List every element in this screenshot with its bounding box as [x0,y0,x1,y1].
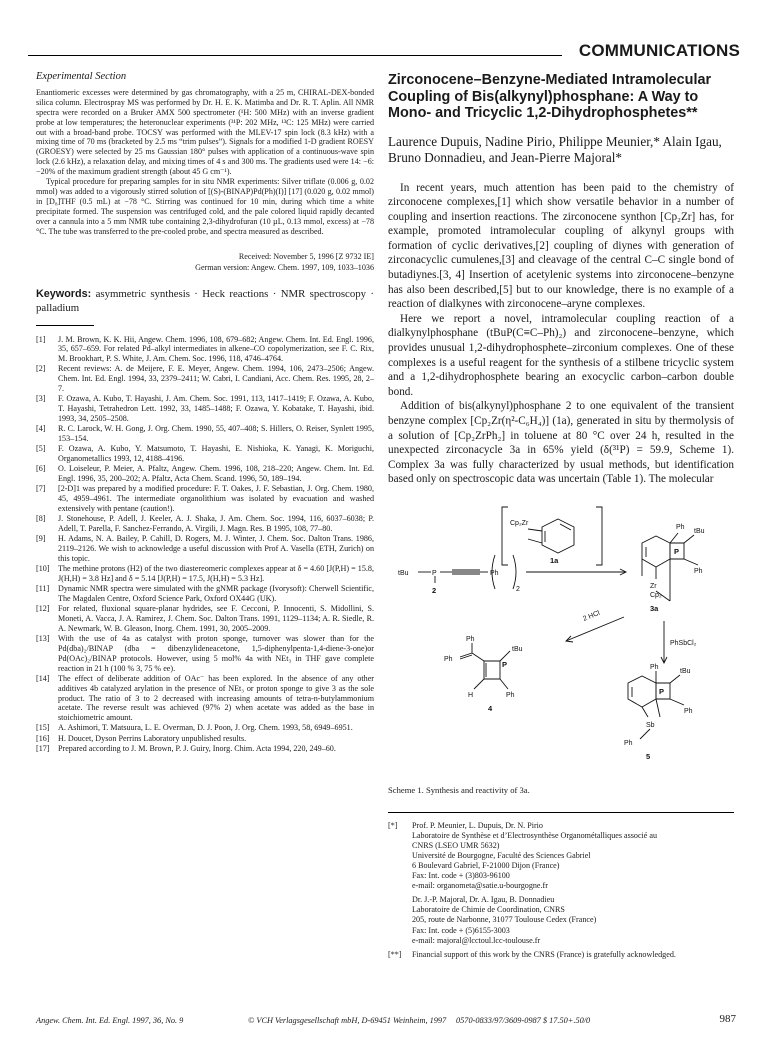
reference-list [36,335,374,754]
label-cp2zr: Cp₂Zr [510,519,529,527]
label-ph-5-bottom: Ph [624,739,633,747]
reference-item [36,444,374,464]
funding-text: Financial support of this work by the CNRS (France) is gratefully acknowledged. [412,949,676,959]
keywords [36,287,374,315]
author-affiliations [388,821,734,946]
affiliation-line: Fax: Int. code + (5)6155-3003 [412,925,510,935]
reference-item [36,634,374,674]
reference-item [36,464,374,484]
footer-publisher: © VCH Verlagsgesellschaft mbH, D-69451 Weinheim, 1997 [248,1016,447,1025]
label-ph-3a-right: Ph [694,567,703,575]
label-sb-5: Sb [646,721,655,729]
reference-item [36,723,374,733]
reference-item [36,335,374,365]
reference-number: [12] [36,604,50,614]
reference-text: The methine protons (H2) of the two diastereomeric complexes appear at δ = 4.60 [J(P,H) = 15.8, J(H,H) = 3.8 Hz] and δ = 5.14 [J(P,H) = 17.5, J(H,H) = 5.3 Hz]. [58,564,374,583]
reference-text: F. Ozawa, A. Kubo, T. Hayashi, J. Am. Chem. Soc. 1991, 113, 1417–1419; F. Ozawa, A. Kubo, T. Hayashi, Tetrahedron Lett. 1992, 33, 1485–1488; F. Ozawa, Y. Kobatake, T. Hayashi, ibid. 1993, 34, 2505–2508. [58,394,374,424]
funding-footnote [388,950,734,960]
reference-text: A. Ashimori, T. Matsuura, L. E. Overman, D. J. Poon, J. Org. Chem. 1993, 58, 6949–6951. [58,723,353,733]
scheme-1 [388,491,734,781]
keywords-text: asymmetric synthesis · Heck reactions · NMR spectroscopy · palladium [36,287,374,314]
references-rule [36,325,94,326]
label-tbu-5: tBu [680,667,691,675]
reference-text: H. Adams, N. A. Bailey, P. Cahill, D. Rogers, M. J. Winter, J. Chem. Soc. Dalton Trans. 1986, 2119–2126. We wish to acknowledge a useful discussion with Prof A. Vasella (ETH, Zurich) on this topic. [58,534,374,563]
reference-number: [14] [36,673,50,683]
reference-number: [11] [36,584,50,594]
keywords-label: Keywords: [36,287,92,300]
right-column [388,72,734,960]
reference-text: O. Loiseleur, P. Meier, A. Pfaltz, Angew. Chem. 1996, 108, 218–220; Angew. Chem. Int. Ed. Engl. 1996, 35, 200–202; A. Pfaltz, Acta Chem. Scand. 1996, 50, 189–194. [58,464,374,484]
body-paragraph-1: In recent years, much attention has been paid to the chemistry of zirconocene complexes,[1] which show versatile behavior in a number of coupling and insertion reactions. The zirconocene synthon [Cp₂Zr] has, for example, promoted intramolecular coupling of alkynyl groups with formation of cyclic derivatives,[2] coupling of diynes with generation of zirconacyclic cumulenes,[3] and cleavage of the central C–C single bond of butadiynes.[3, 4] Insertion of acetylenic systems into zirconocene–benzyne has also been described,[5] but to our knowledge, there is no example of a reaction of dialkynes with zirconocene–aryne complexes. [388,181,734,311]
label-p-5: P [659,686,665,696]
body-paragraph-3: Addition of bis(alkynyl)phosphane 2 to one equivalent of the transient benzyne complex [Cp₂Zr(η²-C₆H₄)] (1a), generated in situ by thermolysis of a solution of [Cp₂ZrPh₂] in toluene at 80 °C over 24 h, resulted in the unexpected zirconacycle 3a in 65% yield (δ(³¹P) = 59.9, Scheme 1). Complex 3a was fully characterized by usual methods, but identification based only on spectroscopic data was uncertain (Table 1). The molecular [388,400,734,486]
affiliation-line: Dr. J.-P. Majoral, Dr. A. Igau, B. Donnadieu [412,895,555,905]
label-reagent-hcl: 2 HCl [582,609,601,623]
label-h-4: H [468,691,474,699]
reference-text: Prepared according to J. M. Brown, P. J. Guiry, Inorg. Chim. Acta 1994, 220, 249–60. [58,743,336,753]
article-body [388,181,734,487]
label-ph-5-right: Ph [684,707,693,715]
label-ph-2: Ph [490,569,499,577]
reference-item [36,364,374,394]
footnote-mark-1: [*] [388,820,398,830]
reference-text: R. C. Larock, W. H. Gong, J. Org. Chem. 1990, 55, 407–408; S. Hillers, O. Reiser, Synlett 1995, 153–154. [58,424,374,444]
reference-item [36,744,374,754]
reference-number: [17] [36,743,50,753]
header-rule [28,55,562,56]
reference-number: [5] [36,444,46,454]
reference-number: [7] [36,484,46,494]
reference-text: For related, fluxional square-planar hydrides, see F. Cecconi, P. Innocenti, S. Midollini, S. Moneti, A. Vacca, J. A. Ramirez, J. Chem. Soc. Dalton Trans. 1991, 1129–1134; A. R. Siedle, R. A. Newmark, W. B. Gleason, Inorg. Chem. 1991, 30, 2005–2009. [58,604,374,633]
reference-text: J. Stonehouse, P. Adell, J. Keeler, A. J. Shaka, J. Am. Chem. Soc. 1994, 116, 6037–6038; P. Adell, T. Parella, F. Sanchez-Ferrando, A. Virgili, J. Magn. Res. B 1995, 108, 77–80. [58,514,374,534]
label-compound-1a: 1a [550,555,559,565]
label-ph-5-top: Ph [650,663,659,671]
label-compound-3a: 3a [650,603,659,613]
reference-text: H. Doucet, Dyson Perrins Laboratory unpublished results. [58,733,247,743]
received-line: Received: November 5, 1996 [Z 9732 IE] [238,251,374,261]
reference-number: [4] [36,424,46,434]
reference-item [36,484,374,514]
label-compound-4: 4 [488,703,493,713]
reference-item [36,534,374,564]
reference-number: [1] [36,334,46,344]
affiliation-line: e-mail: organometa@satie.u-bourgogne.fr [412,881,548,891]
reference-number: [16] [36,733,50,743]
affiliation-line: 205, route de Narbonne, 31077 Toulouse Cedex (France) [412,915,597,925]
reference-text: Recent reviews: A. de Meijere, F. E. Meyer, Angew. Chem. 1994, 106, 2473–2506; Angew. Chem. Int. Ed. Engl. 1994, 33, 2379–2411; W. Cabri, I. Candiani, Acc. Chem. Res. 1995, 28, 2–7. [58,364,374,394]
reference-item [36,564,374,584]
reference-number: [8] [36,514,46,524]
affiliation-line: e-mail: majoral@lcctoul.lcc-toulouse.fr [412,935,541,945]
affiliation-line: Fax: Int. code + (3)803-96100 [412,871,510,881]
label-cp2-3a: Cp₂ [650,591,662,599]
reference-item [36,674,374,724]
experimental-title: Experimental Section [36,71,127,82]
experimental-section [36,72,374,273]
left-column [36,72,374,754]
section-title: COMMUNICATIONS [578,41,740,60]
received-info [36,251,374,273]
affiliation-block-2 [412,895,734,945]
reference-number: [3] [36,394,46,404]
label-ph-4-left: Ph [444,655,453,663]
reference-number: [2] [36,364,46,374]
experimental-paragraph-1: Enantiomeric excesses were determined by gas chromatography, with a 25 m, CHIRAL-DEX-bonded silica column. Electrospray MS was performed by Dr. H. E. K. Matimba and Dr. R. T. Aplin. All NMR spectra were recorded on a Bruker AMX 500 spectrometer (¹H: 500 MHz) with an inverse gradient probe at low temperatures; the heteronuclear experiments (³¹P: 202 MHz, ¹³C: 125 MHz) were carried out with a broad-band probe. TOCSY was performed with the MLEV-17 spin lock (8.3 kHz) with a mixing time of 70 ms (bracketed by 2.5 ms “trim pulses”). Signals for a modified 1-D gradient ROESY (GROESY) were selected by 25 ms Gaussian 180° pulses with application of a continuous-wave spin lock (2.6 kHz), a relaxation delay, and mixing times of 4 s and 300 ms. The gradients used were 14: −6: −20% of the maximum gradient strength (about 45 G cm⁻¹). [36,87,374,177]
experimental-paragraph-2: Typical procedure for preparing samples for in situ NMR experiments: Silver triflate (0.006 g, 0.02 mmol) was added to a vigorously stirred solution of [(S)-(BINAP)Pd(Ph)(I)] [17] (0.020 g, 0.02 mmol) in [D₈]THF (0.5 mL) at −78 °C. Stirring was continued for 10 min, during which time a white precipitate formed. The suspension was centrifuged cold, and the pale colored liquid rapidly decanted over a cannula into a 5 mm NMR tube containing 2,3-dihydrofuran (10 µL, 0.13 mmol, excess) at −78 °C. The tube was transferred to the pre-cooled probe, and spectra measured as described. [36,177,374,236]
reference-number: [15] [36,723,50,733]
reference-text: F. Ozawa, A. Kubo, Y. Matsumoto, T. Hayashi, E. Nishioka, K. Yanagi, K. Moriguchi, Organometallics 1993, 12, 4188–4196. [58,444,374,464]
footer-journal: Angew. Chem. Int. Ed. Engl. 1997, 36, No. 9 [36,1016,184,1025]
page-number: 987 [719,1013,736,1025]
reference-item [36,394,374,424]
page-header [28,40,740,60]
reference-text: [2-D]1 was prepared by a modified procedure: F. T. Oakes, J. F. Sebastian, J. Org. Chem. 1980, 45, 4959–4961. The intermediate organolithium was isolated by evacuation and washed extensively with pentane (caution!). [58,484,374,514]
article-title: Zirconocene–Benzyne-Mediated Intramolecular Coupling of Bis(alkynyl)phosphane: A Way to Mono- and Tricyclic 1,2-Dihydrophosphetes** [388,72,712,121]
label-ph-4-top: Ph [466,635,475,643]
reference-text: J. M. Brown, K. K. Hii, Angew. Chem. 1996, 108, 679–682; Angew. Chem. Int. Ed. Engl. 1996, 35, 657–659. For related Pd–alkyl intermediates in alkene–CO copolymerization, see F. C. Rix, M. Brookhart, P. S. White, J. Am. Chem. Soc. 1996, 118, 4746–4764. [58,334,374,364]
label-subscript-2: 2 [516,585,520,593]
label-compound-5: 5 [646,751,651,761]
scheme-drawing [388,491,734,781]
reference-item [36,584,374,604]
footnote-mark-2: [**] [388,949,402,959]
reference-text: The effect of deliberate addition of OAc⁻ has been explored. In the absence of any other additives 4b catalyzed arylation in the presence of NEt₃ or proton sponge to give 3 as the sole product. The ratio of 3 to 2 decreased with increasing amounts of tetra-n-butylammonium acetate. The reverse result was achieved (97% 2) when acetate was added as the base in stoichiometric amount. [58,673,374,723]
label-ph-3a-top: Ph [676,523,685,531]
affiliation-line: Laboratoire de Chimie de Coordination, CNRS [412,905,565,915]
label-reagent-phsbcl2: PhSbCl₂ [670,639,697,647]
reference-item [36,604,374,634]
label-tbu-2: tBu [398,569,409,577]
reference-item [36,734,374,744]
label-p-2: P [432,569,437,577]
reference-text: With the use of 4a as catalyst with proton sponge, turnover was slower than for the Pd(dba)₂/BINAP (dba = dibenzylideneacetone, 1,5-diphenylpenta-1,4-diene-3-one)or Pd(OAc)₂/BINAP protocols. However, using 5 mol% 4a with NEt₃ in THF gave complete reaction in 21 h (100 % 3, 75 % ee). [58,633,374,673]
reference-number: [6] [36,464,46,474]
reference-number: [9] [36,534,46,544]
label-ph-4-bottom: Ph [506,691,515,699]
affiliation-line: Laboratoire de Synthèse et d’Electrosynthèse Organométalliques associé au [412,830,658,840]
footer-issn: 0570-0833/97/3609-0987 $ 17.50+.50/0 [456,1016,591,1025]
article-authors: Laurence Dupuis, Nadine Pirio, Philippe Meunier,* Alain Igau, Bruno Donnadieu, and Jean-Pierre Majoral* [388,133,722,165]
affiliation-line: 6 Boulevard Gabriel, F-21000 Dijon (France) [412,860,560,870]
affiliation-line: CNRS (LSEO UMR 5632) [412,840,500,850]
reference-item [36,424,374,444]
affiliation-line: Prof. P. Meunier, L. Dupuis, Dr. N. Pirio [412,820,543,830]
reference-text: Dynamic NMR spectra were simulated with the gNMR package (Ivorysoft): Cherwell Scientific, The Magdalen Centre, Oxford Science Park, Oxford OX44G (UK). [58,584,374,603]
scheme-caption: Scheme 1. Synthesis and reactivity of 3a. [388,784,530,795]
body-paragraph-2: Here we report a novel, intramolecular coupling reaction of a dialkynylphosphane (tBuP(C≡C–Ph)₂) and zirconocene–benzyne, which provides unusual 1,2-dihydrophosphete–zirconium complexes. One of these complexes is a useful reagent for the synthesis of a stilbene tricyclic system and a 1,2-dihydrophosphete bearing an exocyclic carbon–carbon double bond. [388,312,734,398]
reference-number: [13] [36,633,50,643]
label-p-3a: P [674,546,680,556]
label-tbu-4: tBu [512,645,523,653]
reference-number: [10] [36,564,50,574]
footnote-rule [388,812,734,813]
german-version-line: German version: Angew. Chem. 1997, 109, 1033–1036 [195,262,374,272]
label-tbu-3a: tBu [694,527,705,535]
affiliation-line: Université de Bourgogne, Faculté des Sciences Gabriel [412,850,591,860]
label-p-4: P [502,659,508,669]
label-zr-3a: Zr [650,582,657,590]
affiliation-block-1 [412,821,734,892]
label-compound-2: 2 [432,585,437,595]
reference-item [36,514,374,534]
